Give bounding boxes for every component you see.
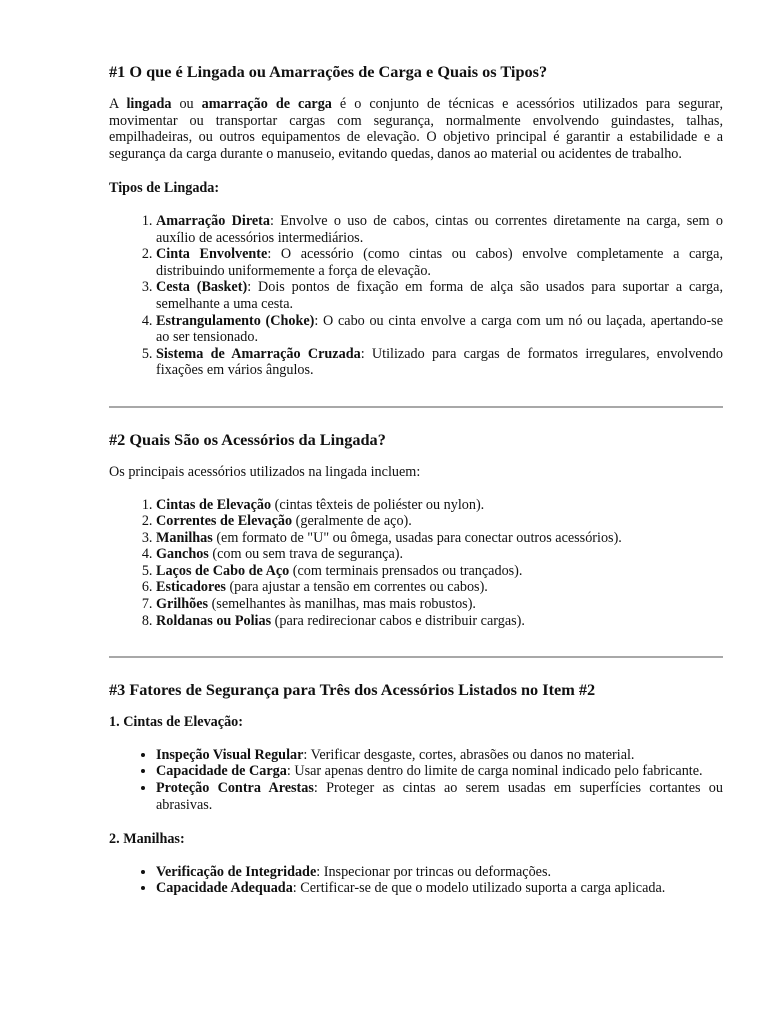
item-desc: : O acessório (como cintas ou cabos) envolve completamente a carga, distribuindo uniformemente a força de elevação. [156,246,723,279]
intro-text-d: é o conjunto de técnicas e acessórios utilizados para segurar, movimentar ou transportar cargas com segurança, normalmente envolvendo guindastes, talhas, empilhadeiras, ou outros equipamentos de elevação. O objetivo principal é garantir a estabilidade e a segurança da carga durante o manuseio, evitando quedas, danos ao material ou acidentes de trabalho. [109,96,724,162]
list-item [156,213,723,246]
item-term: Roldanas ou Polias [156,612,272,629]
intro-bold-lingada: lingada [126,96,172,112]
item-desc: (com ou sem trava de segurança). [208,546,404,563]
item-desc: : Inspecionar por trincas ou deformações. [316,863,552,880]
list-item [156,864,723,881]
types-title: Tipos de Lingada: [109,180,220,197]
section2-intro: Os principais acessórios utilizados na lingada incluem: [109,463,421,480]
item-term: Cinta Envolvente [156,246,268,263]
list-item [156,579,723,596]
item-term: Sistema de Amarração Cruzada [156,345,361,362]
item-desc: : Usar apenas dentro do limite de carga nominal indicado pelo fabricante. [286,763,703,780]
sub2-list [109,864,723,897]
section1-heading: #1 O que é Lingada ou Amarrações de Carga e Quais os Tipos? [109,62,548,81]
list-item [156,497,723,514]
item-desc: : Envolve o uso de cabos, cintas ou correntes diretamente na carga, sem o auxílio de acessórios intermediários. [156,212,723,246]
list-item [156,513,723,530]
list-item [156,546,723,563]
list-item [156,596,723,613]
item-desc: : O cabo ou cinta envolve a carga com um nó ou laçada, apertando-se ao ser tensionado. [156,312,723,346]
item-desc: : Utilizado para cargas de formatos irregulares, envolvendo fixações em vários ângulos. [156,345,723,379]
list-item [156,763,723,780]
list-item [156,246,723,279]
accessories-list [109,497,723,630]
item-term: Esticadores [156,579,226,596]
section2-heading: #2 Quais São os Acessórios da Lingada? [109,429,386,449]
item-desc: : Dois pontos de fixação em forma de alça são usados para suportar a carga, semelhante a uma cesta. [156,279,723,312]
item-term: Proteção Contra Arestas [156,780,314,797]
types-list [109,213,723,379]
list-item [156,613,723,630]
intro-text-a: A [109,96,127,112]
section-divider [109,406,723,408]
item-desc: (em formato de "U" ou ômega, usadas para conectar outros acessórios). [212,529,622,546]
item-desc: (com terminais prensados ou trançados). [289,562,523,579]
item-term: Capacidade Adequada [156,880,293,897]
list-item [156,563,723,580]
item-term: Laços de Cabo de Aço [156,562,290,579]
item-term: Ganchos [156,546,209,563]
item-term: Correntes de Elevação [156,513,293,530]
list-item [156,780,723,813]
item-desc: : Certificar-se de que o modelo utilizado suporta a carga aplicada. [292,880,666,897]
section-divider [109,656,723,658]
item-term: Capacidade de Carga [156,763,287,780]
item-desc: (para ajustar a tensão em correntes ou cabos). [225,579,488,596]
item-term: Grilhões [156,596,209,613]
item-term: Inspeção Visual Regular [156,746,304,763]
sub2-title: 2. Manilhas: [109,831,185,848]
section1-intro [109,96,723,162]
section3-heading: #3 Fatores de Segurança para Três dos Acessórios Listados no Item #2 [109,680,596,700]
item-term: Verificação de Integridade [156,863,317,880]
item-term: Estrangulamento (Choke) [156,312,315,329]
list-item [156,747,723,764]
item-term: Cesta (Basket) [156,279,248,296]
item-term: Cintas de Elevação [156,496,272,513]
item-desc: : Proteger as cintas ao serem usadas em superfícies cortantes ou abrasivas. [156,780,723,813]
intro-text-c: ou [171,96,202,112]
item-desc: : Verificar desgaste, cortes, abrasões ou danos no material. [303,746,635,763]
list-item [156,880,723,897]
sub1-list [109,747,723,813]
item-term: Amarração Direta [156,212,270,229]
list-item [156,279,723,312]
item-desc: (geralmente de aço). [292,513,412,530]
item-desc: (semelhantes às manilhas, mas mais robustos). [208,596,476,613]
list-item [156,313,723,346]
list-item [156,530,723,547]
item-desc: (cintas têxteis de poliéster ou nylon). [271,496,485,513]
item-term: Manilhas [156,529,213,546]
sub1-title: 1. Cintas de Elevação: [109,714,243,731]
item-desc: (para redirecionar cabos e distribuir cargas). [271,612,525,629]
intro-bold-amarracao: amarração de carga [201,96,332,112]
list-item [156,346,723,379]
